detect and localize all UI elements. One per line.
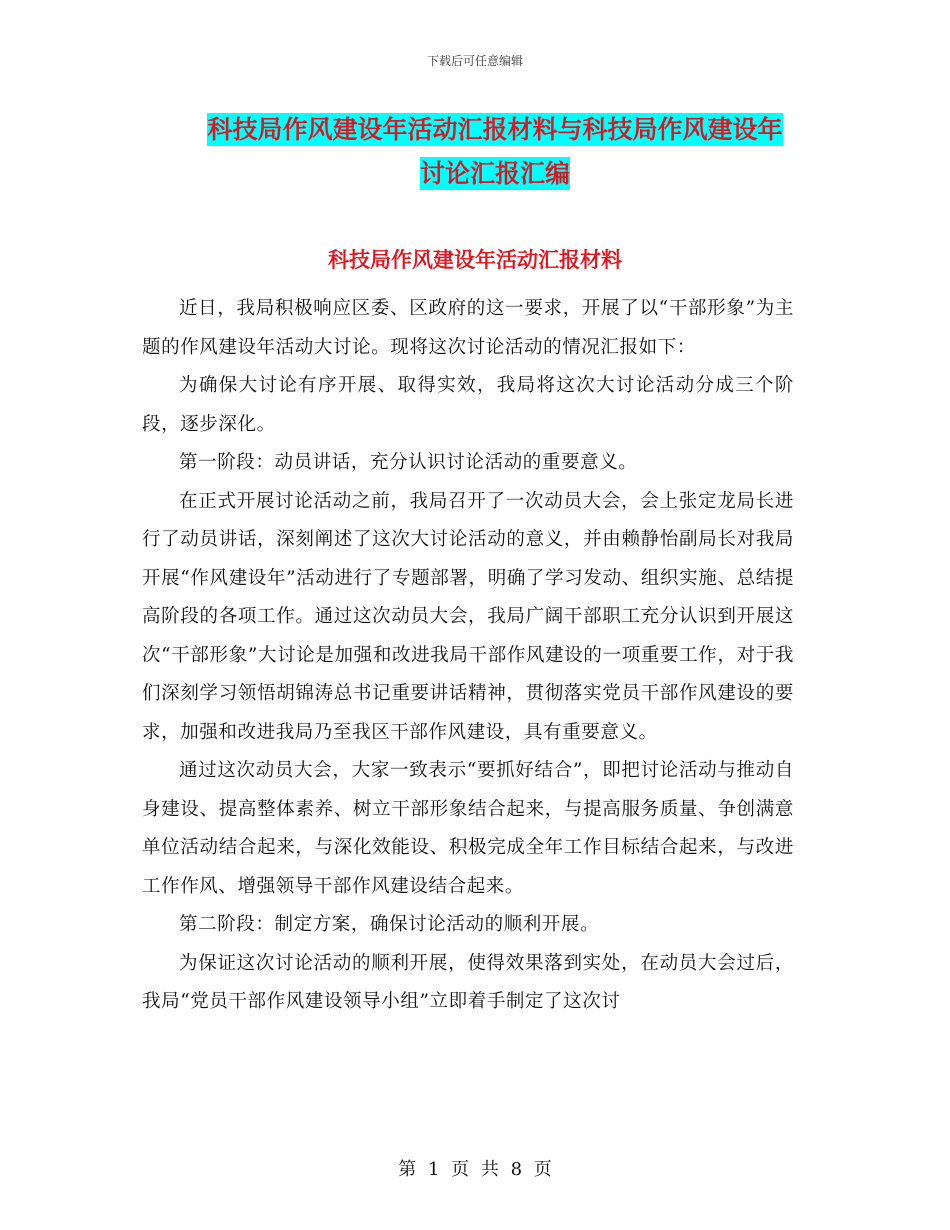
paragraph: 第一阶段：动员讲话，充分认识讨论活动的重要意义。 — [179, 452, 638, 473]
title-line-1: 科技局作风建设年活动汇报材料与科技局作风建设年 — [207, 115, 783, 144]
paragraph: 为确保大讨论有序开展、取得实效，我局将这次大讨论活动分成三个阶段，逐步深化。 — [142, 375, 794, 435]
section-title: 科技局作风建设年活动汇报材料 — [328, 248, 622, 272]
header-note: 下载后可任意编辑 — [426, 54, 523, 68]
title-line-2: 讨论汇报汇编 — [419, 159, 570, 188]
paragraph: 近日，我局积极响应区委、区政府的这一要求，开展了以“干部形象”为主题的作风建设年活动大讨论。现将这次讨论活动的情况汇报如下： — [142, 298, 794, 358]
document-title — [140, 108, 850, 196]
document-body — [142, 290, 794, 1022]
paragraph: 第二阶段：制定方案，确保讨论活动的顺利开展。 — [179, 914, 600, 935]
paragraph: 通过这次动员大会，大家一致表示“要抓好结合”，即把讨论活动与推动自身建设、提高整体素养、树立干部形象结合起来，与提高服务质量、争创满意单位活动结合起来，与深化效能设、积极完成全年工作目标结合起来，与改进工作作风、增强领导干部作风建设结合起来。 — [142, 760, 794, 897]
page-footer: 第 1 页 共 8 页 — [398, 1159, 552, 1180]
paragraph: 为保证这次讨论活动的顺利开展，使得效果落到实处，在动员大会过后，我局“党员干部作风建设领导小组”立即着手制定了这次讨 — [142, 952, 794, 1012]
paragraph: 在正式开展讨论活动之前，我局召开了一次动员大会，会上张定龙局长进行了动员讲话，深刻阐述了这次大讨论活动的意义，并由赖静怡副局长对我局开展“作风建设年”活动进行了专题部署，明确了学习发动、组织实施、总结提高阶段的各项工作。通过这次动员大会，我局广阔干部职工充分认识到开展这次“干部形象”大讨论是加强和改进我局干部作风建设的一项重要工作，对于我们深刻学习领悟胡锦涛总书记重要讲话精神，贯彻落实党员干部作风建设的要求，加强和改进我局乃至我区干部作风建设，具有重要意义。 — [142, 490, 794, 743]
